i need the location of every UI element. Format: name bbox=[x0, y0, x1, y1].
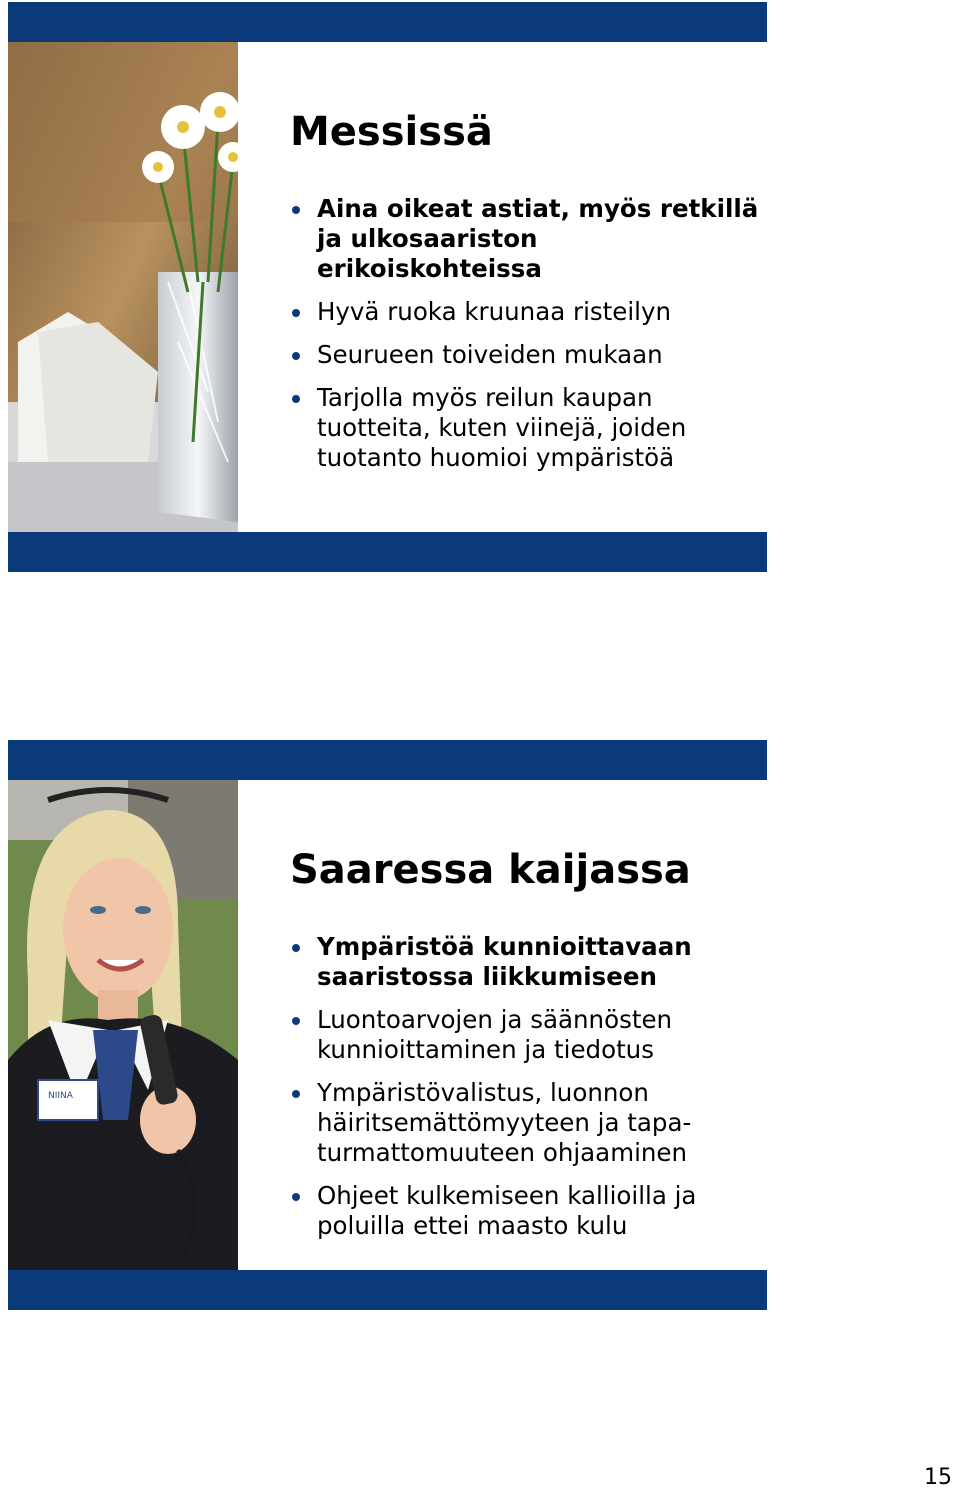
slide-1 bbox=[8, 2, 767, 572]
bullet-dot-icon bbox=[292, 1017, 300, 1025]
bullet-item: Seurueen toiveiden mukaan bbox=[290, 340, 760, 370]
slide-1-bottom-bar bbox=[8, 532, 767, 572]
bullet-item: Ympäristöä kunnioittavaan saaristossa liikkumiseen bbox=[290, 932, 760, 992]
bullet-item: Ympäristövalistus, luonnon häiritsemättömyyteen ja tapa-turmattomuuteen ohjaaminen bbox=[290, 1078, 760, 1168]
bullet-item: Luontoarvojen ja säännösten kunnioittaminen ja tiedotus bbox=[290, 1005, 760, 1065]
slide-1-bullet-list bbox=[290, 194, 760, 486]
bullet-item: Aina oikeat astiat, myös retkillä ja ulkosaariston erikoiskohteissa bbox=[290, 194, 760, 284]
bullet-dot-icon bbox=[292, 395, 300, 403]
bullet-item: Ohjeet kulkemiseen kallioilla ja poluilla ettei maasto kulu bbox=[290, 1181, 760, 1241]
bullet-dot-icon bbox=[292, 1090, 300, 1098]
slide-1-top-bar bbox=[8, 2, 767, 42]
bullet-item: Tarjolla myös reilun kaupan tuotteita, kuten viinejä, joiden tuotanto huomioi ympäristöä bbox=[290, 383, 760, 473]
page-number: 15 bbox=[924, 1465, 952, 1490]
slide-2 bbox=[8, 740, 767, 1310]
slide-2-title: Saaressa kaijassa bbox=[290, 847, 691, 893]
slide-2-bullet-list bbox=[290, 932, 760, 1254]
slide-2-bottom-bar bbox=[8, 1270, 767, 1310]
bullet-dot-icon bbox=[292, 944, 300, 952]
slide-2-photo bbox=[8, 780, 238, 1270]
bullet-dot-icon bbox=[292, 206, 300, 214]
bullet-dot-icon bbox=[292, 1193, 300, 1201]
name-tag-text: NIINA bbox=[48, 1091, 73, 1101]
bullet-item: Hyvä ruoka kruunaa risteilyn bbox=[290, 297, 760, 327]
bullet-dot-icon bbox=[292, 309, 300, 317]
bullet-dot-icon bbox=[292, 352, 300, 360]
guide-portrait-image bbox=[8, 780, 238, 1270]
slide-1-photo bbox=[8, 42, 238, 532]
slide-1-title: Messissä bbox=[290, 109, 493, 155]
flower-vase-image bbox=[8, 42, 238, 532]
slide-2-top-bar bbox=[8, 740, 767, 780]
